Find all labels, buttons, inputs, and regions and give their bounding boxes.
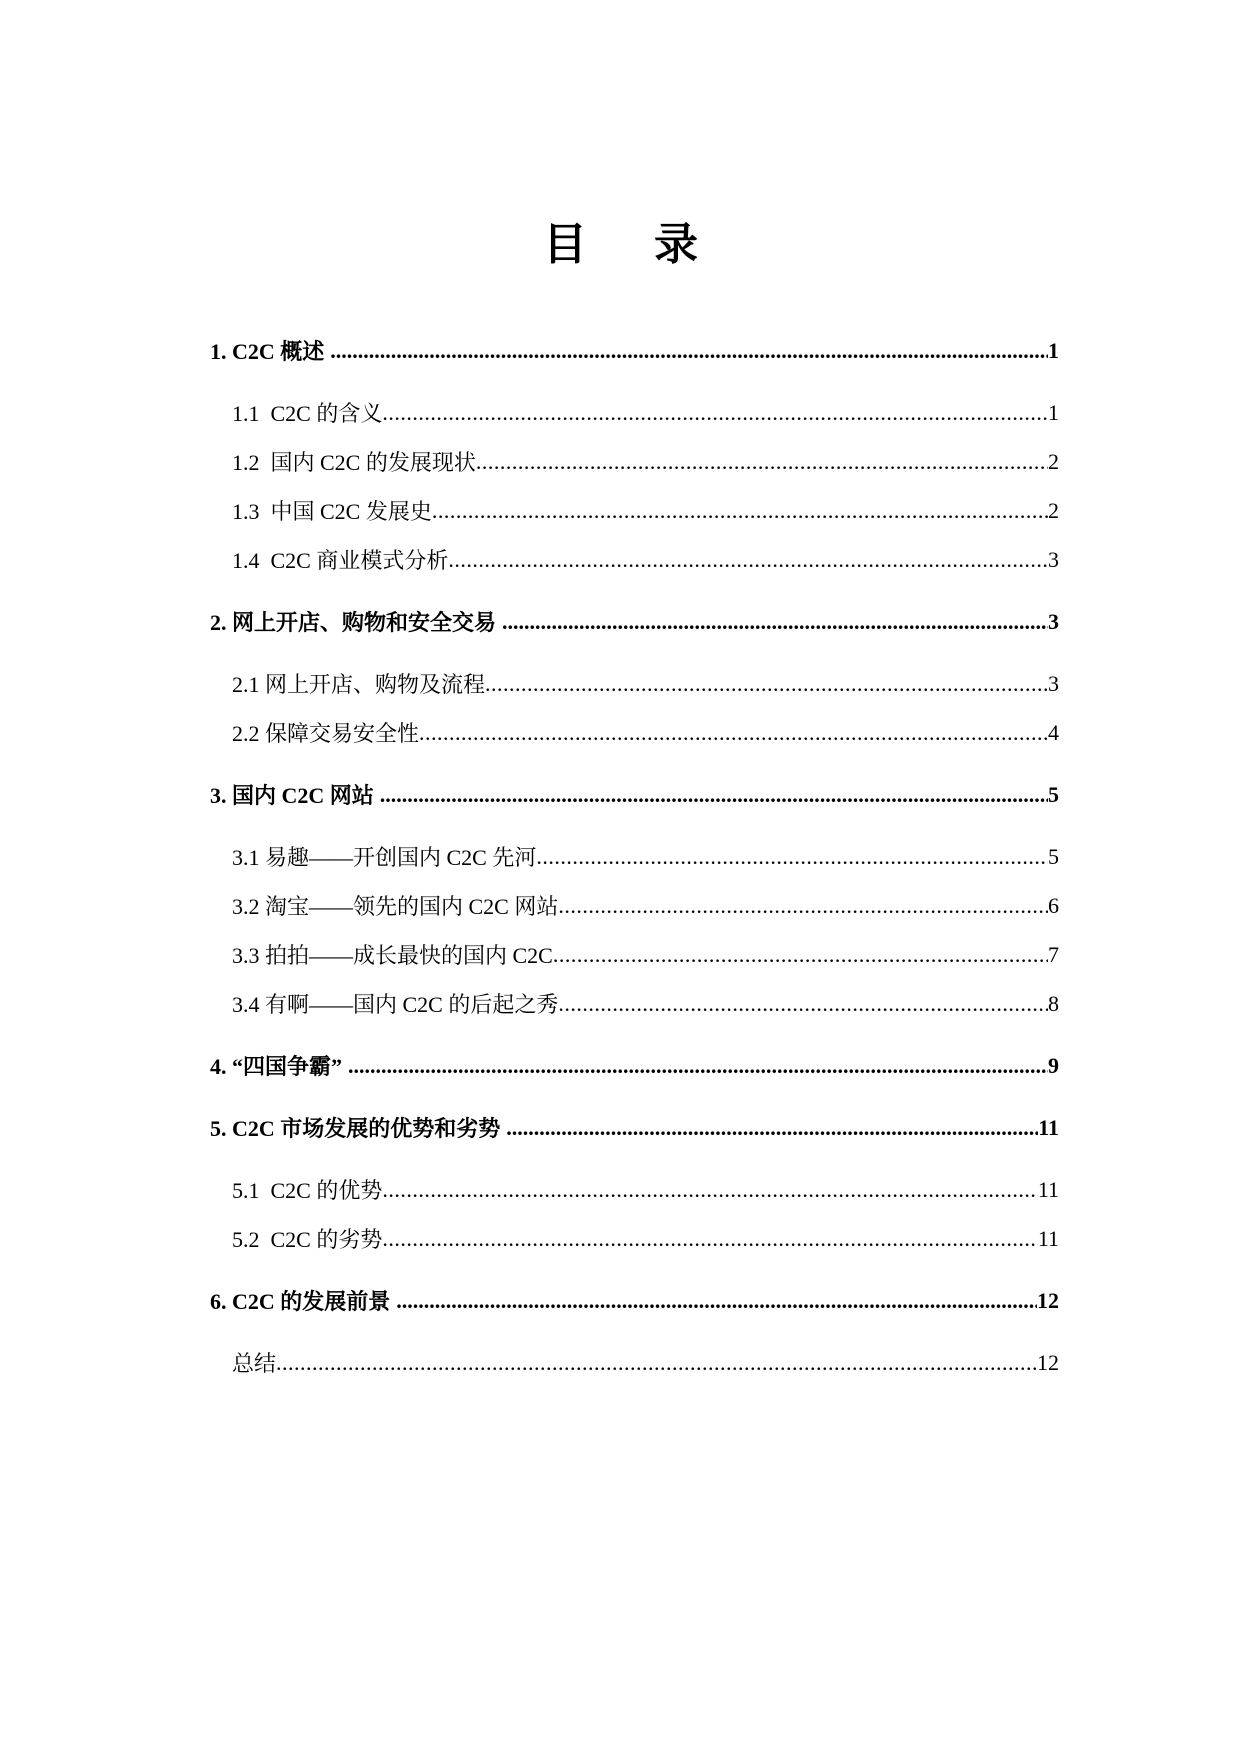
toc-page-number: 2: [1048, 497, 1059, 523]
toc-chapter-entry: [210, 1276, 1059, 1325]
toc-section-entry: [210, 979, 1059, 1028]
toc-section-entry: [210, 486, 1059, 535]
toc-dot-leader: [485, 671, 1048, 697]
toc-dot-leader: [502, 609, 1048, 635]
toc-entry-title: 1.3 中国 C2C 发展史: [232, 499, 432, 524]
toc-entry-title: 1.4 C2C 商业模式分析: [232, 548, 449, 573]
toc-page-number: 12: [1037, 1349, 1059, 1375]
toc-page-number: 6: [1048, 892, 1059, 918]
toc-entry-title: 5.2 C2C 的劣势: [232, 1227, 383, 1252]
toc-entry-title: 2. 网上开店、购物和安全交易: [210, 610, 497, 635]
toc-section-entry: [210, 1214, 1059, 1263]
toc-dot-leader: [558, 893, 1048, 919]
toc-dot-leader: [553, 942, 1048, 968]
toc-section-entry: [210, 881, 1059, 930]
toc-entry-title: 4. “四国争霸”: [210, 1054, 343, 1079]
toc-page-number: 9: [1048, 1052, 1059, 1078]
toc-page-number: 3: [1048, 670, 1059, 696]
toc-dot-leader: [380, 782, 1048, 808]
toc-dot-leader: [506, 1115, 1038, 1141]
toc-dot-leader: [419, 720, 1048, 746]
toc-dot-leader: [448, 547, 1048, 573]
toc-entry-title: 6. C2C 的发展前景: [210, 1289, 391, 1314]
toc-dot-leader: [476, 449, 1048, 475]
toc-heading: 目 录: [543, 220, 698, 269]
toc-entry-title: 3.3 拍拍——成长最快的国内 C2C: [232, 943, 553, 968]
toc-entry-title: 总结: [232, 1351, 277, 1376]
toc-entry-title: 3.4 有啊——国内 C2C 的后起之秀: [232, 992, 559, 1017]
toc-page-number: 3: [1048, 546, 1059, 572]
toc-page-number: 4: [1048, 719, 1059, 745]
toc-section-entry: [210, 1165, 1059, 1214]
toc-chapter-entry: [210, 770, 1059, 819]
toc-section-entry: [210, 832, 1059, 881]
toc-dot-leader: [276, 1350, 1037, 1376]
toc-section-entry: [210, 535, 1059, 584]
table-of-contents: [210, 313, 1059, 1387]
toc-chapter-entry: [210, 597, 1059, 646]
toc-dot-leader: [382, 1177, 1037, 1203]
toc-entry-title: 1.1 C2C 的含义: [232, 401, 383, 426]
toc-page-number: 11: [1037, 1225, 1059, 1251]
toc-page-number: 3: [1048, 608, 1059, 634]
toc-dot-leader: [382, 1226, 1037, 1252]
toc-section-entry: [210, 930, 1059, 979]
toc-page-number: 2: [1048, 448, 1059, 474]
toc-dot-leader: [330, 338, 1048, 364]
toc-page-number: 5: [1048, 843, 1059, 869]
toc-entry-title: 1. C2C 概述: [210, 339, 325, 364]
toc-chapter-entry: [210, 1041, 1059, 1090]
toc-page-number: 7: [1048, 941, 1059, 967]
toc-section-entry: [210, 659, 1059, 708]
toc-page-number: 11: [1037, 1176, 1059, 1202]
toc-page-number: 11: [1038, 1114, 1059, 1140]
toc-chapter-entry: [210, 326, 1059, 375]
toc-page-number: 5: [1048, 781, 1059, 807]
toc-chapter-entry: [210, 1103, 1059, 1152]
toc-entry-title: 5.1 C2C 的优势: [232, 1178, 383, 1203]
toc-entry-title: 5. C2C 市场发展的优势和劣势: [210, 1116, 501, 1141]
toc-entry-title: 3.2 淘宝——领先的国内 C2C 网站: [232, 894, 559, 919]
toc-section-entry: [210, 437, 1059, 486]
toc-entry-title: 3.1 易趣——开创国内 C2C 先河: [232, 845, 537, 870]
toc-section-entry: [210, 1338, 1059, 1387]
toc-dot-leader: [348, 1053, 1048, 1079]
toc-section-entry: [210, 388, 1059, 437]
toc-dot-leader: [382, 400, 1048, 426]
toc-dot-leader: [536, 844, 1048, 870]
toc-dot-leader: [558, 991, 1048, 1017]
toc-entry-title: 3. 国内 C2C 网站: [210, 783, 374, 808]
toc-page-number: 1: [1048, 399, 1059, 425]
toc-entry-title: 2.1 网上开店、购物及流程: [232, 672, 486, 697]
toc-entry-title: 1.2 国内 C2C 的发展现状: [232, 450, 476, 475]
toc-section-entry: [210, 708, 1059, 757]
toc-page-number: 8: [1048, 990, 1059, 1016]
toc-page-number: 1: [1048, 337, 1059, 363]
toc-entry-title: 2.2 保障交易安全性: [232, 721, 420, 746]
toc-dot-leader: [432, 498, 1048, 524]
toc-page-number: 12: [1037, 1287, 1059, 1313]
toc-dot-leader: [396, 1288, 1037, 1314]
